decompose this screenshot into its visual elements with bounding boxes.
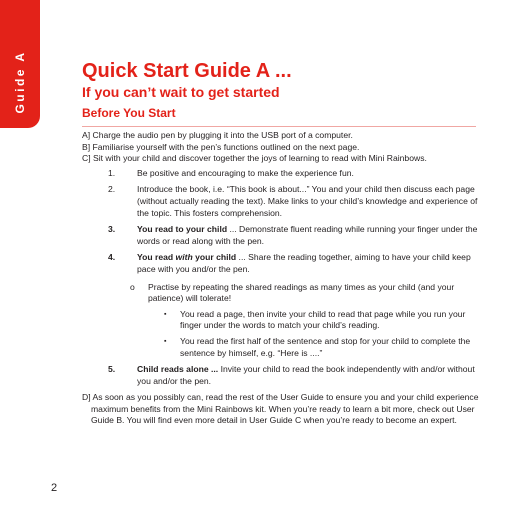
list-text-rest: Invite your child to read the book independently with and/or without you and/or the pen. xyxy=(137,364,475,386)
bullet-text: You read the first half of the sentence and stop for your child to complete the sentence by himself, e.g. “Here is ....” xyxy=(180,335,471,358)
page-subtitle: If you can’t wait to get started xyxy=(82,84,280,100)
list-text-rest: ... Demonstrate fluent reading while running your finger under the words or read along with the pen. xyxy=(137,224,478,246)
step-b: B] Familiarise yourself with the pen’s functions outlined on the next page. xyxy=(82,141,360,152)
sub-list-item xyxy=(82,282,482,305)
page-number: 2 xyxy=(51,482,58,494)
list-number: 3. xyxy=(108,224,116,235)
guide-tab-label: Guide A xyxy=(13,50,27,114)
bullet-item-2 xyxy=(82,336,482,359)
list-number: 1. xyxy=(108,167,116,178)
list-number: 4. xyxy=(108,252,116,263)
guide-tab xyxy=(0,0,40,128)
list-item-1 xyxy=(82,168,482,180)
bullet-marker: ▪ xyxy=(164,310,167,318)
bullet-item-1 xyxy=(82,309,482,332)
list-text-rest: ... Share the reading together, aiming to have your child keep pace with you and/or the pen. xyxy=(137,252,471,274)
list-text xyxy=(131,252,482,275)
list-text-bold: Child reads alone ... xyxy=(137,364,219,375)
list-item-4 xyxy=(82,252,482,275)
section-heading: Before You Start xyxy=(82,106,176,120)
list-item-2 xyxy=(82,184,482,219)
section-divider xyxy=(82,126,476,127)
list-item-5 xyxy=(82,364,482,387)
list-text xyxy=(131,364,482,387)
sub-list-text: Practise by repeating the shared readings as many times as your child (and your patience) will tolerate! xyxy=(148,281,455,304)
bullet-text: You read a page, then invite your child to read that page while you run your finger under the words to match your child’s reading. xyxy=(180,308,466,331)
page-title: Quick Start Guide A ... xyxy=(82,60,292,82)
step-d: D] As soon as you possibly can, read the rest of the User Guide to ensure you and your child experience maximum benefits from the Mini Rainbows kit. When you’re ready to learn a bit more, check out User Guide B. You will find even more detail in User Guide C when you’re ready to become an expert. xyxy=(82,392,479,426)
list-text-bold: You read xyxy=(137,252,176,263)
list-text xyxy=(131,224,482,247)
step-a: A] Charge the audio pen by plugging it into the USB port of a computer. xyxy=(82,130,353,140)
list-item-3 xyxy=(82,224,482,247)
list-text: Introduce the book, i.e. “This book is about...” You and your child then discuss each page (without actually reading the text). Make links to your child’s knowledge and experience of the topic. This fosters comprehension. xyxy=(137,184,478,218)
bullet-marker: ▪ xyxy=(164,337,167,345)
list-text-emphasis: with xyxy=(175,252,193,263)
list-text: Be positive and encouraging to make the experience fun. xyxy=(137,167,354,178)
instructions-body xyxy=(82,130,482,427)
list-number: 5. xyxy=(108,364,116,375)
list-number: 2. xyxy=(108,184,116,195)
step-c: C] Sit with your child and discover together the joys of learning to read with Mini Rainbows. xyxy=(82,153,427,164)
list-text-bold: You read to your child xyxy=(137,224,228,235)
sub-list-marker: o xyxy=(130,281,135,292)
list-text-bold: your child xyxy=(192,252,237,263)
